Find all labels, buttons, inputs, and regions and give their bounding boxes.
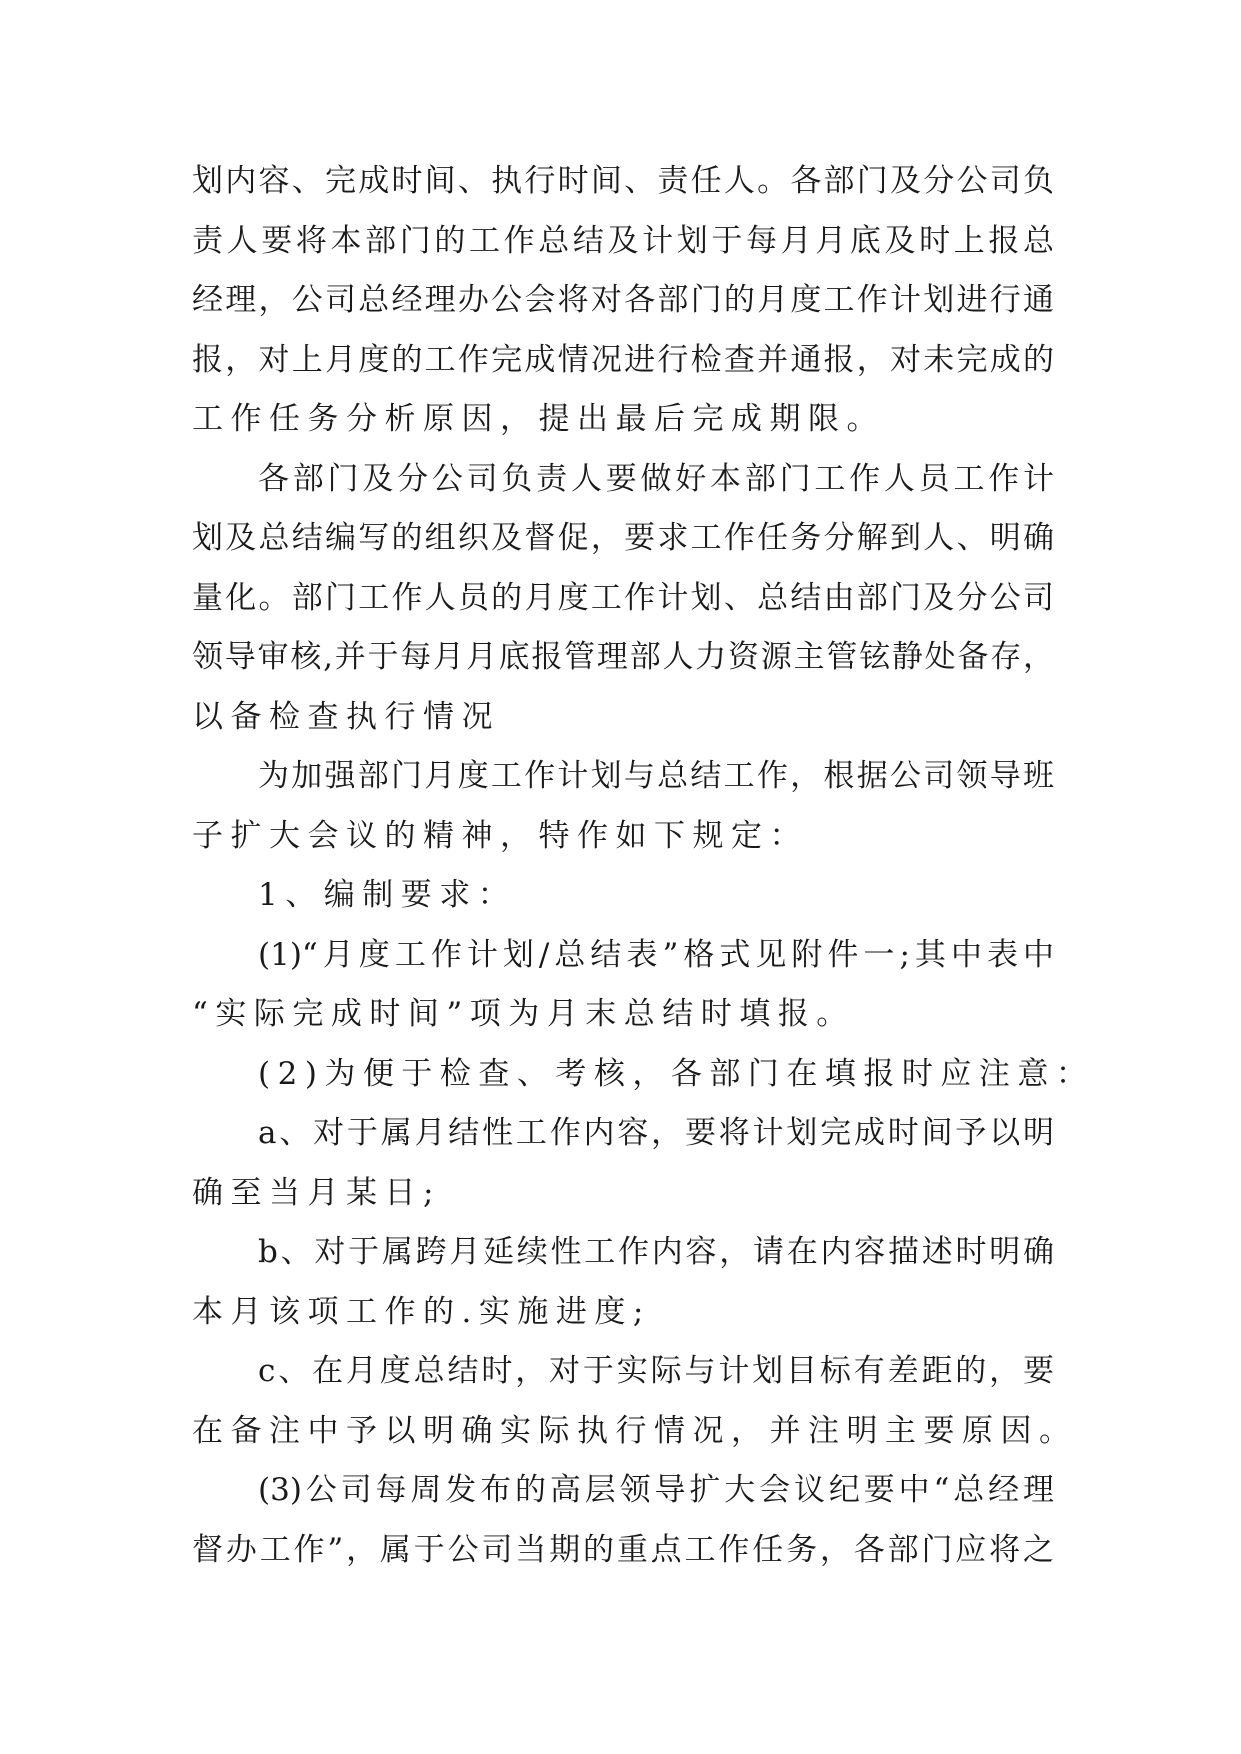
text-line: 子扩大会议的精神，特作如下规定： bbox=[192, 817, 808, 854]
list-item-first-line: (2)为便于检查、考核，各部门在填报时应注意： bbox=[258, 1055, 1095, 1092]
text-line: 划内容、完成时间、执行时间、责任人。各部门及分公司负 bbox=[192, 163, 1054, 199]
text-line: 本月该项工作的.实施进度; bbox=[192, 1293, 651, 1330]
text-line: 划及总结编写的组织及督促，要求工作任务分解到人、明确 bbox=[192, 520, 1054, 556]
section-heading: 1、编制要求： bbox=[258, 877, 517, 913]
paragraph-first-line: 各部门及分公司负责人要做好本部门工作人员工作计 bbox=[258, 460, 1054, 497]
text-line: 以备检查执行情况 bbox=[192, 698, 500, 735]
text-line: 工作任务分析原因，提出最后完成期限。 bbox=[192, 401, 885, 437]
document-body bbox=[192, 152, 1095, 1580]
list-item-first-line: (3)公司每周发布的高层领导扩大会议纪要中“总经理 bbox=[258, 1472, 1054, 1508]
list-item-first-line: c、在月度总结时，对于实际与计划目标有差距的，要 bbox=[258, 1353, 1054, 1389]
list-item-first-line: a、对于属月结性工作内容，要将计划完成时间予以明 bbox=[258, 1115, 1054, 1151]
text-line: 量化。部门工作人员的月度工作计划、总结由部门及分公司 bbox=[192, 579, 1054, 616]
list-item-first-line: b、对于属跨月延续性工作内容，请在内容描述时明确 bbox=[258, 1234, 1054, 1270]
text-line: 经理，公司总经理办公会将对各部门的月度工作计划进行通 bbox=[192, 282, 1054, 318]
paragraph-first-line: 为加强部门月度工作计划与总结工作，根据公司领导班 bbox=[258, 758, 1054, 794]
list-item-first-line: (1)“月度工作计划/总结表”格式见附件一;其中表中 bbox=[258, 936, 1054, 973]
text-line: “实际完成时间”项为月末总结时填报。 bbox=[192, 996, 855, 1032]
text-line: 责人要将本部门的工作总结及计划于每月月底及时上报总 bbox=[192, 222, 1054, 259]
text-line: 在备注中予以明确实际执行情况，并注明主要原因。 bbox=[192, 1412, 1078, 1449]
text-line: 领导审核,并于每月月底报管理部人力资源主管铉静处备存， bbox=[192, 639, 1054, 675]
text-line: 督办工作”，属于公司当期的重点工作任务，各部门应将之 bbox=[192, 1531, 1054, 1568]
text-line: 报，对上月度的工作完成情况进行检查并通报，对未完成的 bbox=[192, 341, 1054, 378]
text-line: 确至当月某日; bbox=[192, 1174, 441, 1211]
